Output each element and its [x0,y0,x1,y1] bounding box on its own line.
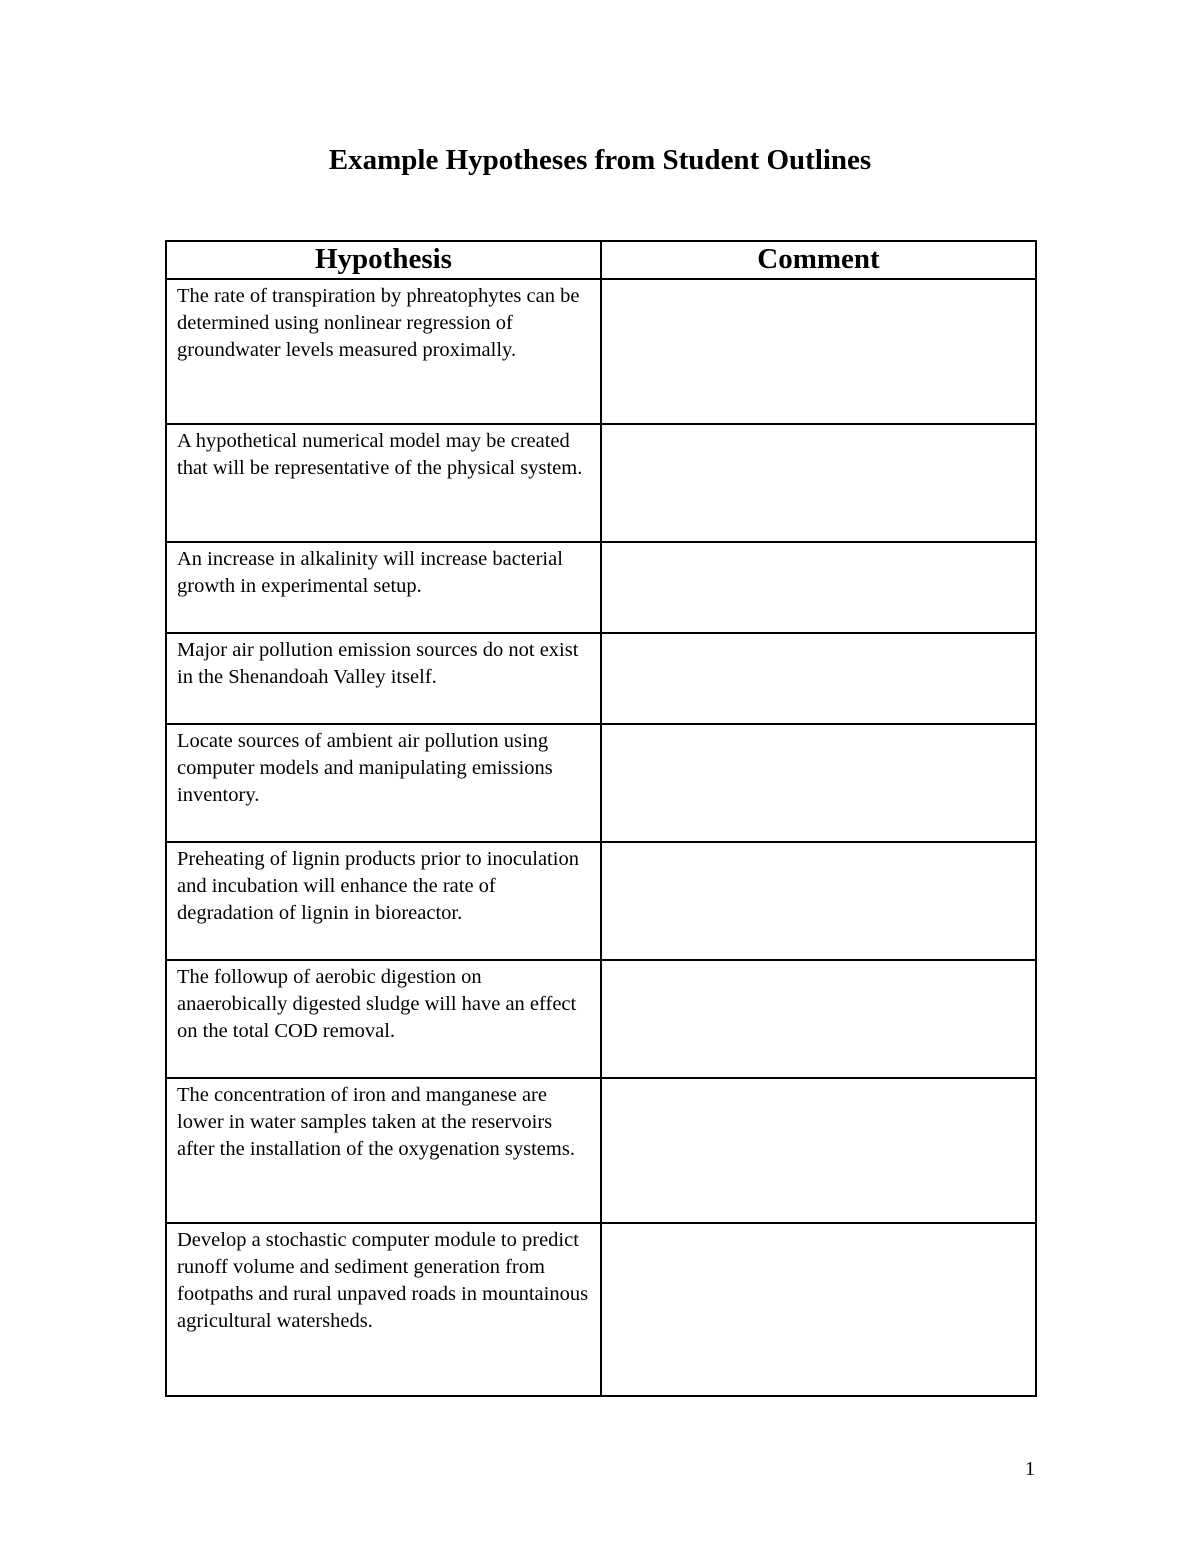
hypotheses-table [165,240,1037,1397]
hypothesis-cell: Major air pollution emission sources do not exist in the Shenandoah Valley itself. [166,633,601,724]
table-row [166,842,1036,960]
table-row [166,633,1036,724]
hypothesis-cell: An increase in alkalinity will increase bacterial growth in experimental setup. [166,542,601,633]
table-row [166,424,1036,542]
hypothesis-cell: Preheating of lignin products prior to inoculation and incubation will enhance the rate of degradation of lignin in bioreactor. [166,842,601,960]
table-row [166,1223,1036,1396]
comment-cell [601,542,1036,633]
page-title: Example Hypotheses from Student Outlines [328,144,872,176]
comment-cell [601,842,1036,960]
hypothesis-cell: Develop a stochastic computer module to predict runoff volume and sediment generation from footpaths and rural unpaved roads in mountainous agricultural watersheds. [166,1223,601,1396]
table-row [166,724,1036,842]
comment-cell [601,960,1036,1078]
comment-cell [601,424,1036,542]
comment-cell [601,724,1036,842]
hypothesis-cell: The rate of transpiration by phreatophytes can be determined using nonlinear regression of groundwater levels measured proximally. [166,279,601,424]
comment-cell [601,633,1036,724]
hypothesis-cell: A hypothetical numerical model may be created that will be representative of the physical system. [166,424,601,542]
table-row [166,542,1036,633]
table-row [166,1078,1036,1223]
page-number: 1 [1025,1458,1035,1480]
hypothesis-cell: The concentration of iron and manganese are lower in water samples taken at the reservoirs after the installation of the oxygenation systems. [166,1078,601,1223]
table-row [166,279,1036,424]
table-row [166,960,1036,1078]
column-header-comment: Comment [601,241,1036,279]
comment-cell [601,1223,1036,1396]
comment-cell [601,279,1036,424]
table-header-row [166,241,1036,279]
comment-cell [601,1078,1036,1223]
hypothesis-cell: Locate sources of ambient air pollution using computer models and manipulating emissions inventory. [166,724,601,842]
column-header-hypothesis: Hypothesis [166,241,601,279]
hypothesis-cell: The followup of aerobic digestion on anaerobically digested sludge will have an effect on the total COD removal. [166,960,601,1078]
